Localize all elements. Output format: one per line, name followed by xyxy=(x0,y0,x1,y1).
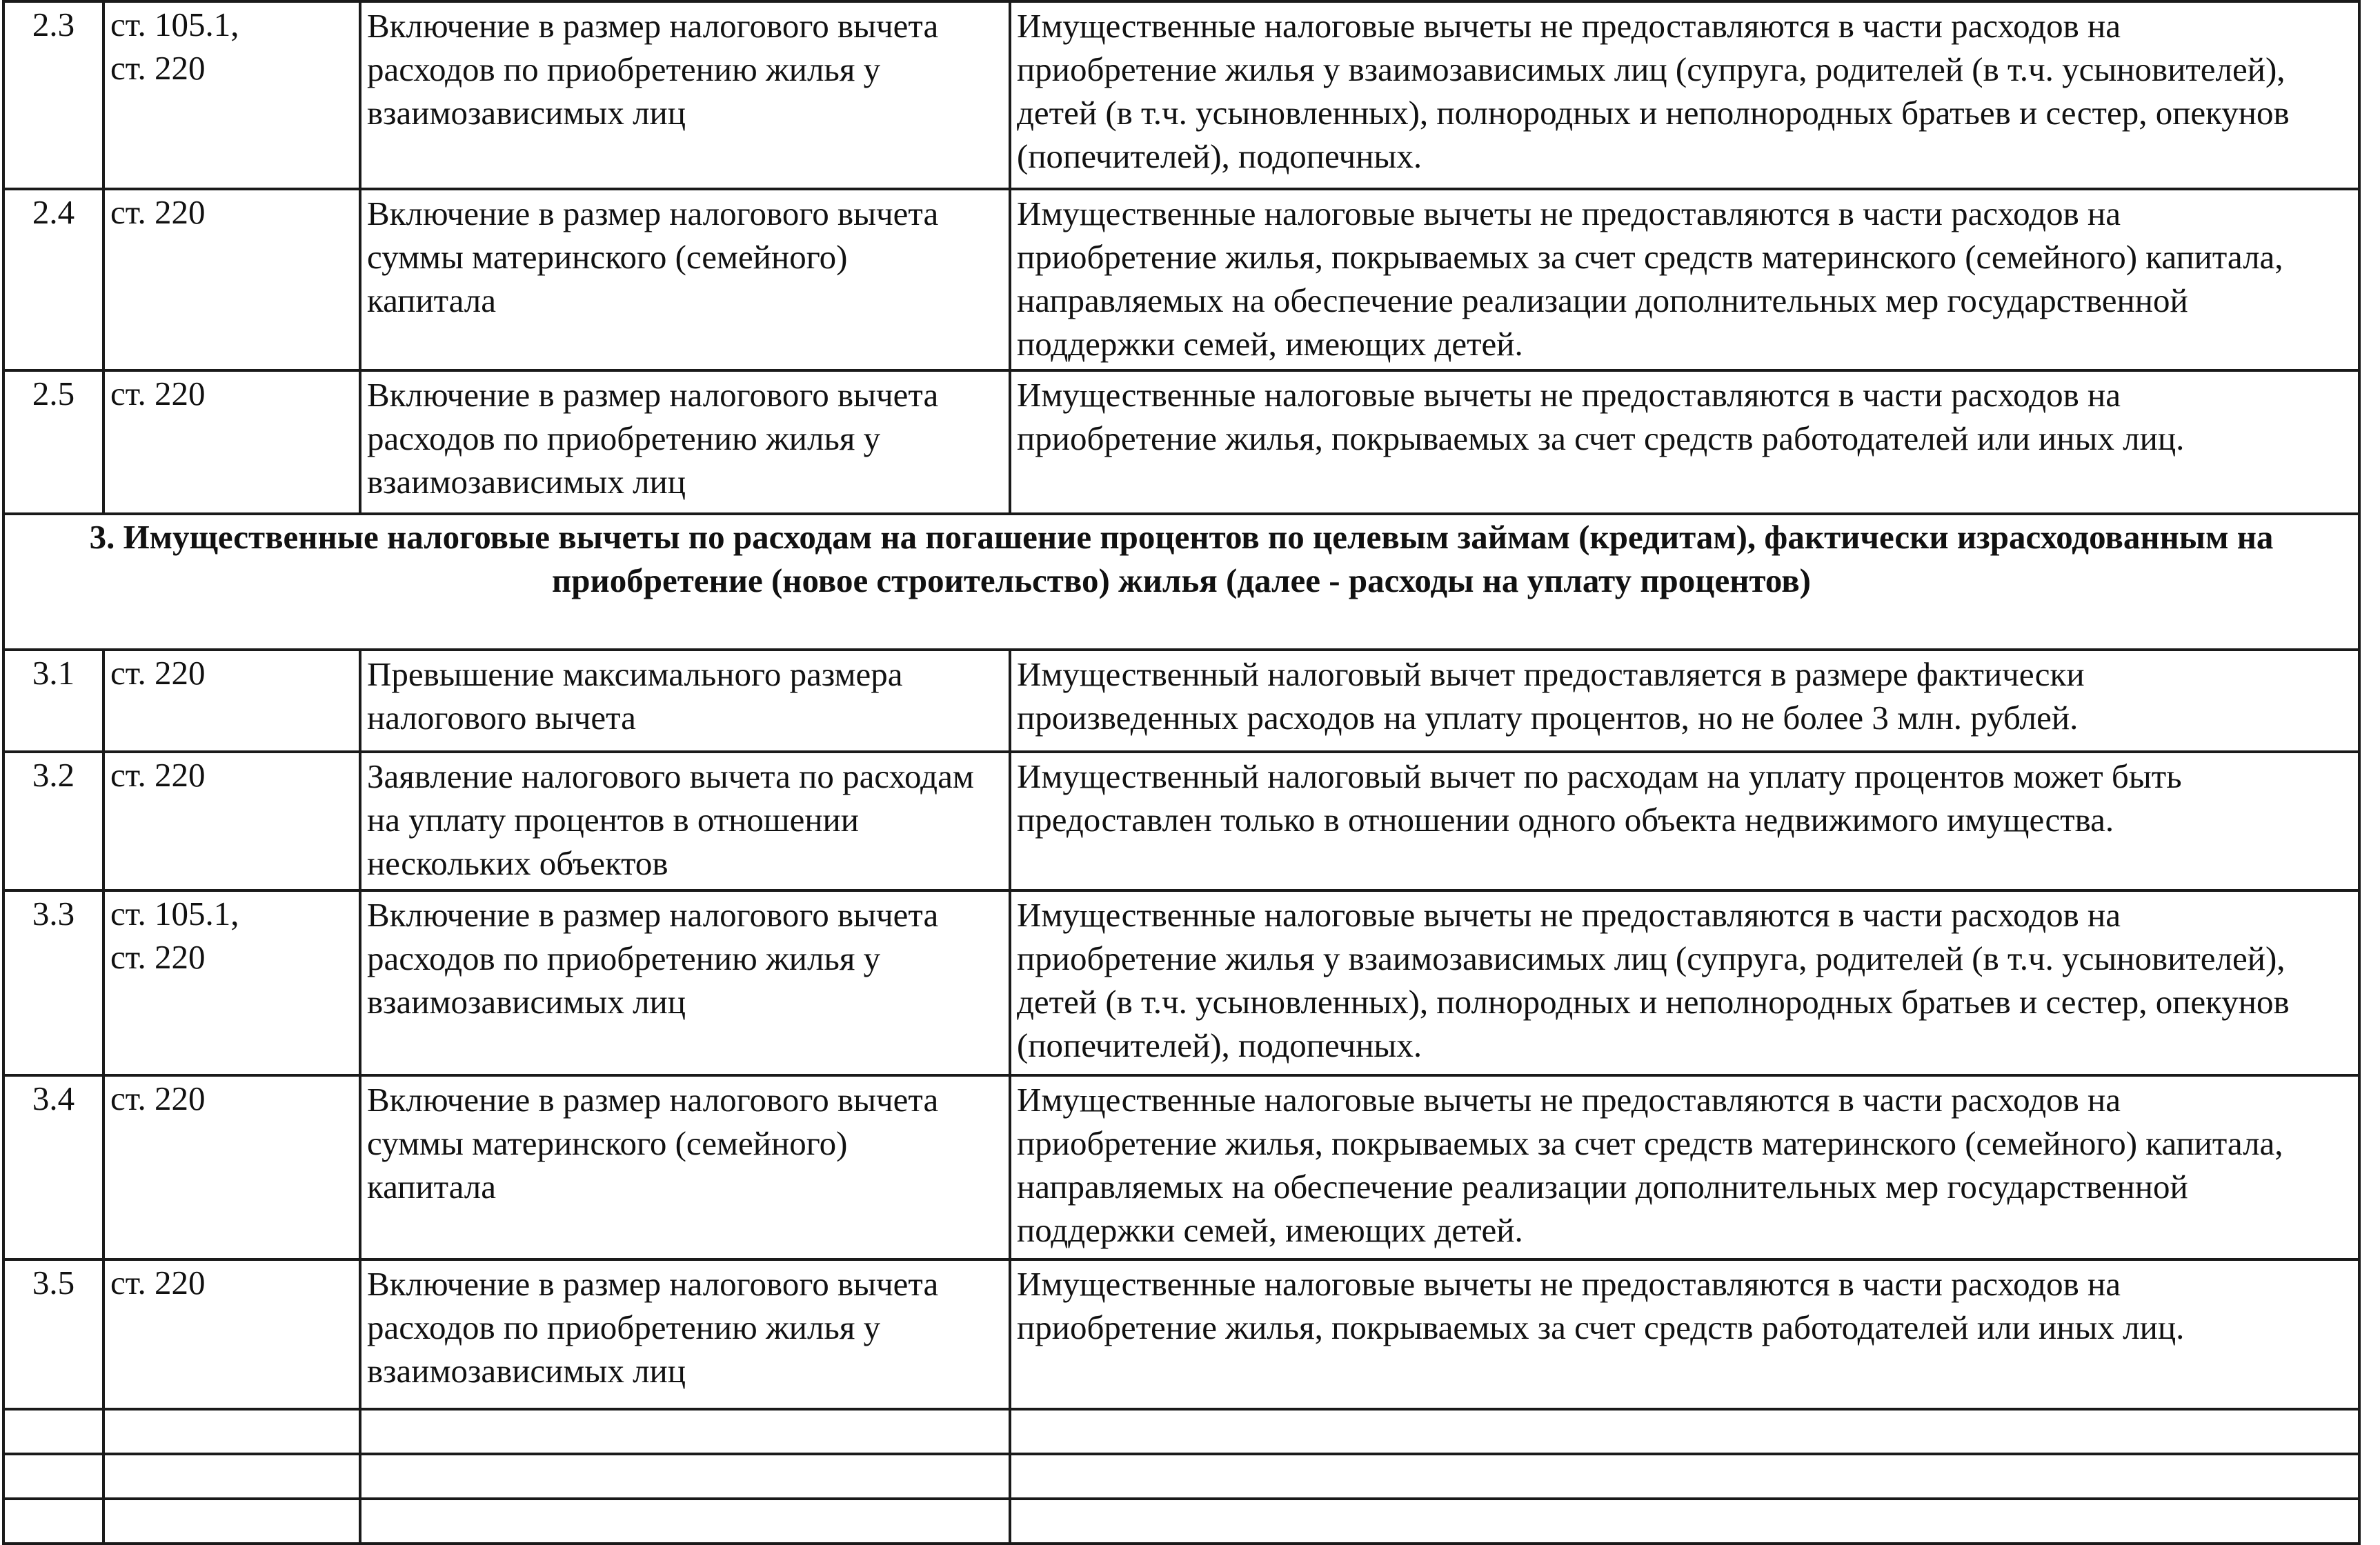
empty-row xyxy=(3,1454,2359,1499)
issue-cell xyxy=(360,1,1010,189)
issue-line: суммы материнского (семейного) xyxy=(367,1124,848,1162)
article-reference xyxy=(103,189,360,370)
issue-line: налогового вычета xyxy=(367,699,636,737)
article-line: ст. 105.1, xyxy=(110,6,239,43)
description-line: поддержки семей, имеющих детей. xyxy=(1017,1211,1523,1249)
section-header-row xyxy=(3,514,2359,650)
issue-line: Заявление налогового вычета по расходам xyxy=(367,757,974,795)
issue-line: нескольких объектов xyxy=(367,844,668,882)
description-cell xyxy=(1010,1075,2359,1259)
description-line: Имущественный налоговый вычет по расходам на уплату процентов может быть xyxy=(1017,757,2182,795)
table-row xyxy=(3,650,2359,752)
issue-line: взаимозависимых лиц xyxy=(367,463,686,501)
article-reference xyxy=(103,650,360,752)
row-number: 3.4 xyxy=(3,1075,103,1259)
table-row xyxy=(3,1,2359,189)
article-reference xyxy=(103,1075,360,1259)
row-number: 3.5 xyxy=(3,1259,103,1409)
article-reference xyxy=(103,1454,360,1499)
description-line: (попечителей), подопечных. xyxy=(1017,137,1422,175)
article-reference xyxy=(103,752,360,890)
article-reference xyxy=(103,1409,360,1454)
issue-line: на уплату процентов в отношении xyxy=(367,801,859,839)
issue-line: Включение в размер налогового вычета xyxy=(367,1081,939,1119)
description-line: Имущественные налоговые вычеты не предоставляются в части расходов на xyxy=(1017,1265,2121,1303)
row-number: 2.3 xyxy=(3,1,103,189)
section-title xyxy=(3,514,2359,650)
article-reference xyxy=(103,370,360,514)
description-line: приобретение жилья у взаимозависимых лиц (супруга, родителей (в т.ч. усыновителей), xyxy=(1017,50,2285,88)
article-line: ст. 220 xyxy=(110,654,206,692)
issue-line: Превышение максимального размера xyxy=(367,655,903,693)
issue-cell xyxy=(360,370,1010,514)
issue-line: капитала xyxy=(367,281,497,319)
issue-cell xyxy=(360,752,1010,890)
section-title-line: 3. Имущественные налоговые вычеты по расходам на погашение процентов по целевым займам (кредитам), фактически израсходованным на xyxy=(89,518,2274,556)
issue-line: Включение в размер налогового вычета xyxy=(367,376,939,414)
article-line: ст. 220 xyxy=(110,193,206,231)
issue-line: Включение в размер налогового вычета xyxy=(367,195,939,232)
row-number: 2.4 xyxy=(3,189,103,370)
table-row xyxy=(3,1075,2359,1259)
table-row xyxy=(3,1259,2359,1409)
description-line: (попечителей), подопечных. xyxy=(1017,1026,1422,1064)
description-line: Имущественный налоговый вычет предоставляется в размере фактически xyxy=(1017,655,2085,693)
description-line: предоставлен только в отношении одного объекта недвижимого имущества. xyxy=(1017,801,2114,839)
description-line: приобретение жилья, покрываемых за счет средств материнского (семейного) капитала, xyxy=(1017,238,2283,276)
description-line: Имущественные налоговые вычеты не предоставляются в части расходов на xyxy=(1017,195,2121,232)
issue-line: расходов по приобретению жилья у xyxy=(367,419,881,457)
article-line: ст. 220 xyxy=(110,375,206,412)
issue-cell xyxy=(360,890,1010,1075)
article-line: ст. 220 xyxy=(110,938,206,976)
table-body xyxy=(3,1,2359,1544)
description-line: детей (в т.ч. усыновленных), полнородных и неполнородных братьев и сестер, опекунов xyxy=(1017,94,2290,132)
issue-cell xyxy=(360,1075,1010,1259)
issue-line: расходов по приобретению жилья у xyxy=(367,939,881,977)
article-reference xyxy=(103,890,360,1075)
row-number xyxy=(3,1409,103,1454)
article-line: ст. 220 xyxy=(110,49,206,87)
table-row xyxy=(3,752,2359,890)
description-line: Имущественные налоговые вычеты не предоставляются в части расходов на xyxy=(1017,7,2121,45)
issue-line: расходов по приобретению жилья у xyxy=(367,1308,881,1346)
row-number: 3.1 xyxy=(3,650,103,752)
description-cell xyxy=(1010,1409,2359,1454)
issue-cell xyxy=(360,1259,1010,1409)
description-line: детей (в т.ч. усыновленных), полнородных и неполнородных братьев и сестер, опекунов xyxy=(1017,983,2290,1021)
description-cell xyxy=(1010,189,2359,370)
description-line: направляемых на обеспечение реализации дополнительных мер государственной xyxy=(1017,1168,2188,1206)
issue-line: Включение в размер налогового вычета xyxy=(367,896,939,934)
issue-cell xyxy=(360,650,1010,752)
row-number xyxy=(3,1454,103,1499)
issue-line: взаимозависимых лиц xyxy=(367,1352,686,1390)
issue-line: расходов по приобретению жилья у xyxy=(367,50,881,88)
description-cell xyxy=(1010,752,2359,890)
description-cell xyxy=(1010,890,2359,1075)
section-title-line: приобретение (новое строительство) жилья (далее - расходы на уплату процентов) xyxy=(551,561,1811,599)
description-line: приобретение жилья, покрываемых за счет средств материнского (семейного) капитала, xyxy=(1017,1124,2283,1162)
description-line: приобретение жилья, покрываемых за счет средств работодателей или иных лиц. xyxy=(1017,1308,2185,1346)
row-number: 3.2 xyxy=(3,752,103,890)
article-line: ст. 220 xyxy=(110,756,206,794)
issue-line: Включение в размер налогового вычета xyxy=(367,1265,939,1303)
issue-cell xyxy=(360,189,1010,370)
issue-line: Включение в размер налогового вычета xyxy=(367,7,939,45)
description-cell xyxy=(1010,1,2359,189)
description-line: Имущественные налоговые вычеты не предоставляются в части расходов на xyxy=(1017,376,2121,414)
description-cell xyxy=(1010,650,2359,752)
description-cell xyxy=(1010,370,2359,514)
article-reference xyxy=(103,1259,360,1409)
description-line: Имущественные налоговые вычеты не предоставляются в части расходов на xyxy=(1017,896,2121,934)
description-line: поддержки семей, имеющих детей. xyxy=(1017,325,1523,363)
table-row xyxy=(3,189,2359,370)
row-number: 3.3 xyxy=(3,890,103,1075)
description-line: приобретение жилья, покрываемых за счет средств работодателей или иных лиц. xyxy=(1017,419,2185,457)
issue-cell xyxy=(360,1409,1010,1454)
description-line: произведенных расходов на уплату процентов, но не более 3 млн. рублей. xyxy=(1017,699,2079,737)
description-line: приобретение жилья у взаимозависимых лиц (супруга, родителей (в т.ч. усыновителей), xyxy=(1017,939,2285,977)
description-cell xyxy=(1010,1454,2359,1499)
issue-cell xyxy=(360,1454,1010,1499)
issue-line: взаимозависимых лиц xyxy=(367,94,686,132)
issue-line: суммы материнского (семейного) xyxy=(367,238,848,276)
description-line: Имущественные налоговые вычеты не предоставляются в части расходов на xyxy=(1017,1081,2121,1119)
issue-line: капитала xyxy=(367,1168,497,1206)
issue-line: взаимозависимых лиц xyxy=(367,983,686,1021)
article-line: ст. 220 xyxy=(110,1079,206,1117)
table-row xyxy=(3,370,2359,514)
article-line: ст. 220 xyxy=(110,1264,206,1302)
article-line: ст. 105.1, xyxy=(110,895,239,933)
row-number: 2.5 xyxy=(3,370,103,514)
deductions-table xyxy=(2,0,2361,1545)
description-cell xyxy=(1010,1259,2359,1409)
article-reference xyxy=(103,1,360,189)
empty-row xyxy=(3,1409,2359,1454)
description-line: направляемых на обеспечение реализации дополнительных мер государственной xyxy=(1017,281,2188,319)
table-row xyxy=(3,890,2359,1075)
